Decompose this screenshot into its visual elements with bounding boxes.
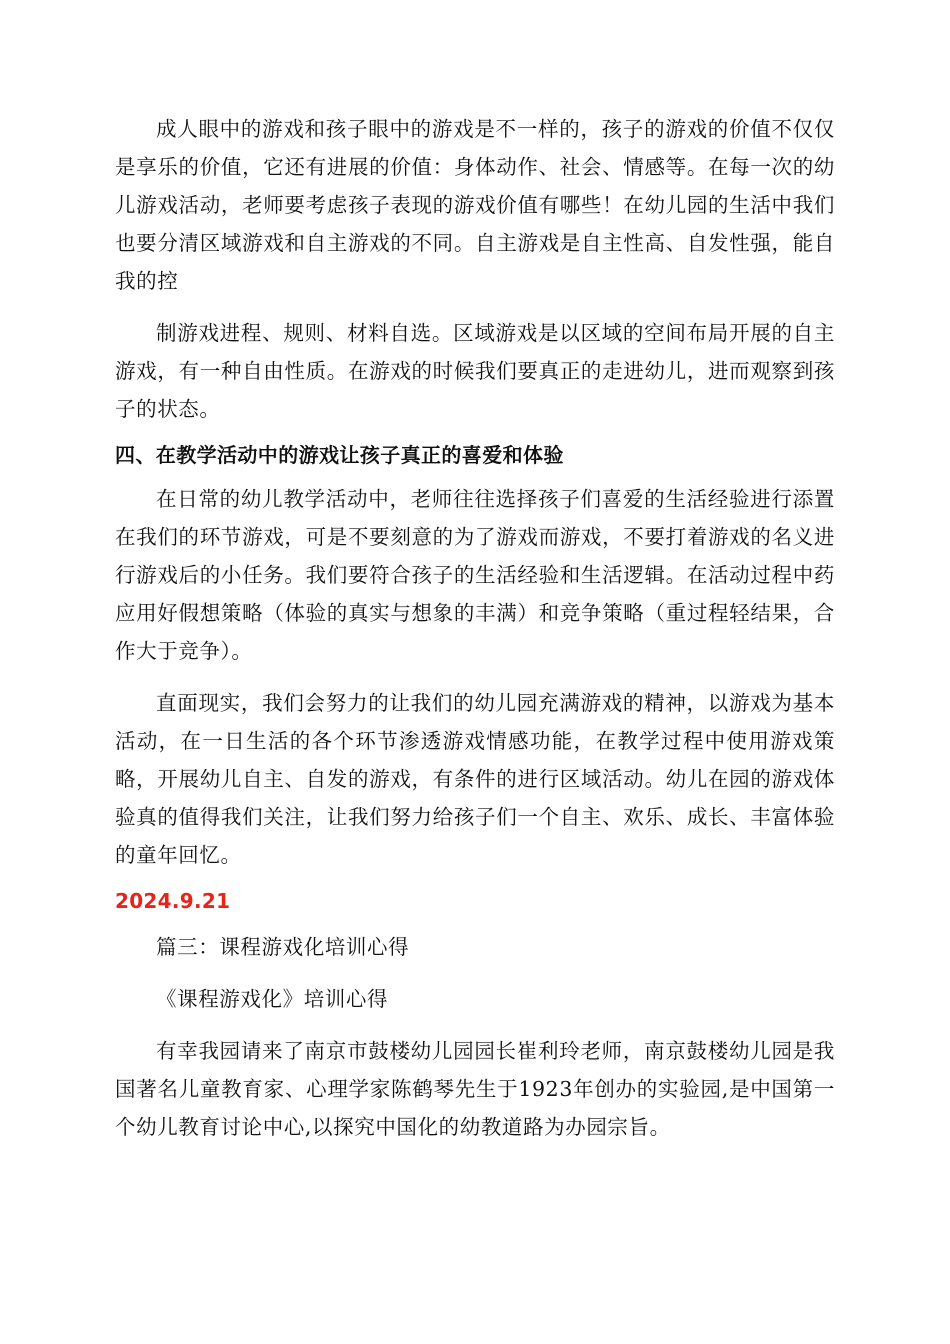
paragraph-game-value: 成人眼中的游戏和孩子眼中的游戏是不一样的，孩子的游戏的价值不仅仅是享乐的价值，它还有进展的价值：身体动作、社会、情感等。在每一次的幼儿游戏活动，老师要考虑孩子表现的游戏价值有哪些！在幼儿园的生活中我们也要分清区域游戏和自主游戏的不同。自主游戏是自主性高、自发性强，能自我的控 xyxy=(115,117,835,293)
date-stamp: 2024.9.21 xyxy=(115,889,231,913)
paragraph-teaching-activities: 在日常的幼儿教学活动中，老师往往选择孩子们喜爱的生活经验进行添置在我们的环节游戏，可是不要刻意的为了游戏而游戏，不要打着游戏的名义进行游戏后的小任务。我们要符合孩子的生活经验和生活逻辑。在活动过程中药应用好假想策略（体验的真实与想象的丰满）和竞争策略（重过程轻结果，合作大于竞争）。 xyxy=(115,487,835,663)
paragraph-subtitle: 《课程游戏化》培训心得 xyxy=(156,987,389,1011)
document-body xyxy=(115,110,835,1146)
paragraph-article-title: 篇三：课程游戏化培训心得 xyxy=(156,935,410,959)
paragraph-game-rules: 制游戏进程、规则、材料自选。区域游戏是以区域的空间布局开展的自主游戏，有一种自由性质。在游戏的时候我们要真正的走进幼儿，进而观察到孩子的状态。 xyxy=(115,321,835,421)
paragraph-intro: 有幸我园请来了南京市鼓楼幼儿园园长崔利玲老师，南京鼓楼幼儿园是我国著名儿童教育家、心理学家陈鹤琴先生于1923年创办的实验园,是中国第一个幼儿教育讨论中心,以探究中国化的幼教道路为办园宗旨。 xyxy=(115,1039,835,1139)
section-heading: 四、在教学活动中的游戏让孩子真正的喜爱和体验 xyxy=(115,443,564,467)
paragraph-conclusion: 直面现实，我们会努力的让我们的幼儿园充满游戏的精神，以游戏为基本活动，在一日生活的各个环节渗透游戏情感功能，在教学过程中使用游戏策略，开展幼儿自主、自发的游戏，有条件的进行区域活动。幼儿在园的游戏体验真的值得我们关注，让我们努力给孩子们一个自主、欢乐、成长、丰富体验的童年回忆。 xyxy=(115,691,835,867)
